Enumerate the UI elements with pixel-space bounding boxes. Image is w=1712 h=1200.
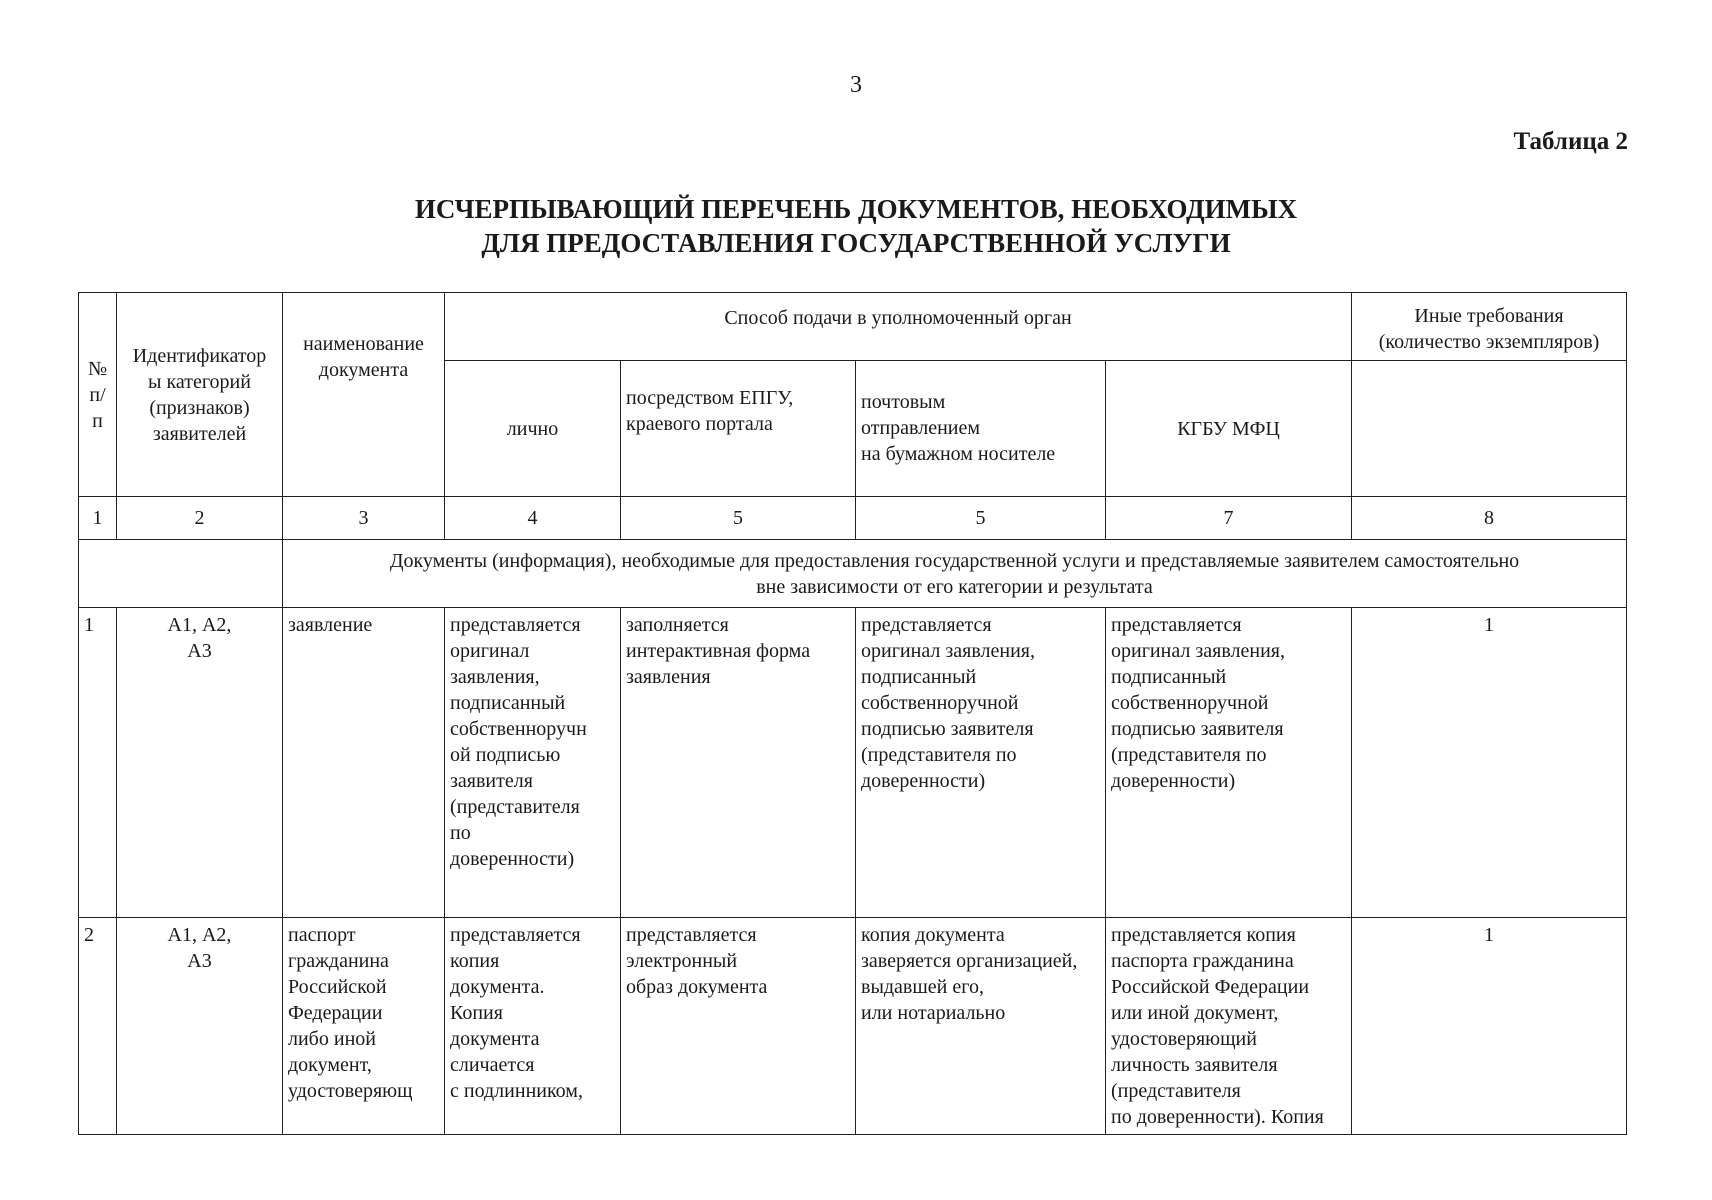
- column-number: 5: [621, 497, 856, 540]
- row-mfc: представляется копия паспорта гражданина Российской Федерации или иной документ, удостоверяющий личность заявителя (представителя по доверенности). Копия: [1106, 918, 1352, 1135]
- column-number: 3: [283, 497, 445, 540]
- row-in-person: представляется оригинал заявления, подписанный собственноручн ой подписью заявителя (представителя по доверенности): [445, 608, 621, 918]
- row-identifiers: А1, А2, А3: [117, 608, 283, 918]
- row-postal: копия документа заверяется организацией, выдавшей его, или нотариально: [856, 918, 1106, 1135]
- table-row: [79, 918, 1627, 1135]
- section-row: [79, 540, 1627, 608]
- table-label: Таблица 2: [1513, 128, 1628, 155]
- column-number: 8: [1352, 497, 1627, 540]
- header-in-person: лично: [445, 361, 621, 497]
- header-doc-name: наименование документа: [283, 293, 445, 497]
- column-number: 2: [117, 497, 283, 540]
- column-number: 7: [1106, 497, 1352, 540]
- table-row: [79, 608, 1627, 918]
- header-postal: почтовым отправлением на бумажном носителе: [856, 361, 1106, 497]
- page-number: 3: [850, 72, 862, 98]
- documents-table: [78, 292, 1627, 1135]
- row-in-person: представляется копия документа. Копия документа сличается с подлинником,: [445, 918, 621, 1135]
- header-submission-method: Способ подачи в уполномоченный орган: [445, 293, 1352, 361]
- column-number: 5: [856, 497, 1106, 540]
- row-doc-name: заявление: [283, 608, 445, 918]
- row-copies: 1: [1352, 608, 1627, 918]
- header-empty-cell: [1352, 361, 1627, 497]
- document-title: [0, 192, 1712, 260]
- row-num: 2: [79, 918, 117, 1135]
- section-title: Документы (информация), необходимые для предоставления государственной услуги и представляемые заявителем самостоятельно вне зависимости от его категории и результата: [283, 540, 1627, 608]
- row-postal: представляется оригинал заявления, подписанный собственноручной подписью заявителя (представителя по доверенности): [856, 608, 1106, 918]
- column-number: 1: [79, 497, 117, 540]
- row-copies: 1: [1352, 918, 1627, 1135]
- row-doc-name: паспорт гражданина Российской Федерации либо иной документ, удостоверяющ: [283, 918, 445, 1135]
- row-identifiers: А1, А2, А3: [117, 918, 283, 1135]
- section-empty-cell: [79, 540, 283, 608]
- row-epgu: представляется электронный образ документа: [621, 918, 856, 1135]
- header-row-1: [79, 293, 1627, 361]
- header-epgu: посредством ЕПГУ, краевого портала: [621, 361, 856, 497]
- row-epgu: заполняется интерактивная форма заявления: [621, 608, 856, 918]
- column-numbers-row: [79, 497, 1627, 540]
- header-num: № п/ п: [79, 293, 117, 497]
- title-line-1: ИСЧЕРПЫВАЮЩИЙ ПЕРЕЧЕНЬ ДОКУМЕНТОВ, НЕОБХОДИМЫХ: [414, 194, 1298, 224]
- header-mfc: КГБУ МФЦ: [1106, 361, 1352, 497]
- column-number: 4: [445, 497, 621, 540]
- header-other-requirements: Иные требования (количество экземпляров): [1352, 293, 1627, 361]
- row-mfc: представляется оригинал заявления, подписанный собственноручной подписью заявителя (представителя по доверенности): [1106, 608, 1352, 918]
- title-line-2: ДЛЯ ПРЕДОСТАВЛЕНИЯ ГОСУДАРСТВЕННОЙ УСЛУГИ: [481, 228, 1231, 258]
- row-num: 1: [79, 608, 117, 918]
- header-identifiers: Идентификатор ы категорий (признаков) заявителей: [117, 293, 283, 497]
